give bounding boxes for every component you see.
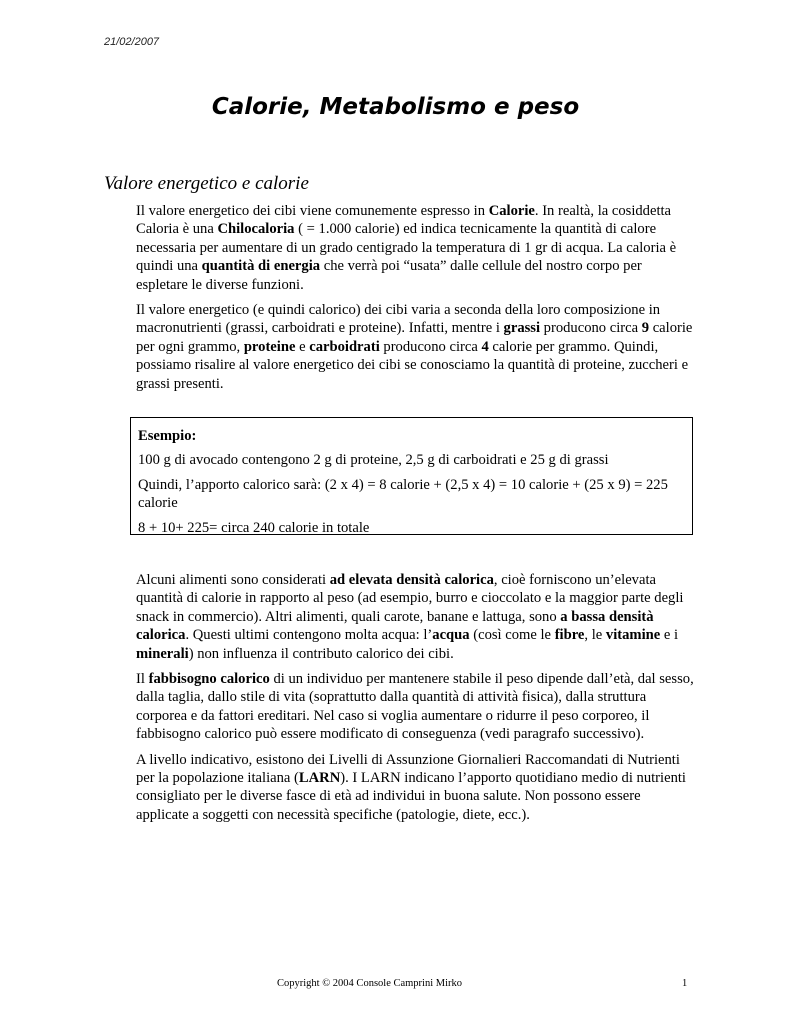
paragraph-calorie-definition: Il valore energetico dei cibi viene comunemente espresso in Calorie. In realtà, la cosiddetta Caloria è una Chilocaloria ( = 1.000 calorie) ed indica tecnicamente la quantità di calore necessaria per aumentare di un grado centigrado la temperatura di 1 gr di acqua. La caloria è quindi una quantità di energia che verrà poi “usata” dalle cellule del nostro corpo per espletare le diverse funzioni.: [136, 203, 677, 293]
paragraph-macronutrients: Il valore energetico (e quindi calorico) dei cibi varia a seconda della loro composizione in macronutrienti (grassi, carboidrati e proteine). Infatti, mentre i grassi producono circa 9 calorie per ogni grammo, proteine e carboidrati producono circa 4 calorie per grammo. Quindi, possiamo risalire al valore energetico dei cibi se conosciamo la quantità di proteine, zuccheri e grassi presenti.: [136, 302, 693, 392]
page-number: 1: [682, 978, 688, 989]
header-date: 21/02/2007: [104, 36, 160, 48]
intro-text: [136, 202, 696, 400]
paragraph-larn: A livello indicativo, esistono dei Livelli di Assunzione Giornalieri Raccomandati di Nutrienti per la popolazione italiana (LARN). I LARN indicano l’apporto quotidiano medio di nutrienti consigliato per le diverse fasce di età ad individui in buona salute. Non possono essere applicate a soggetti con necessità specifiche (patologie, diete, ecc.).: [136, 751, 686, 823]
paragraph-caloric-need: Il fabbisogno calorico di un individuo per mantenere stabile il peso dipende dall’età, dal sesso, dalla taglia, dallo stile di vita (soprattutto dalla quantità di attività fisica), dalla struttura corporea e da fattori ereditari. Nel caso si voglia aumentare o ridurre il peso corporeo, il fabbisogno calorico può essere modificato di conseguenza (vedi paragrafo successivo).: [136, 671, 694, 743]
example-line: Quindi, l’apporto calorico sarà: (2 x 4) = 8 calorie + (2,5 x 4) = 10 calorie + (25 x 9) = 225 calorie: [138, 476, 668, 512]
body-text: [136, 571, 696, 831]
example-label: Esempio:: [138, 428, 197, 444]
footer-copyright: Copyright © 2004 Console Camprini Mirko: [277, 978, 463, 989]
paragraph-caloric-density: Alcuni alimenti sono considerati ad elevata densità calorica, cioè forniscono un’elevata quantità di calorie in rapporto al peso (ad esempio, burro e cioccolato e la maggior parte degli snack in commercio). Altri alimenti, quali carote, banane e lattuga, sono a bassa densità calorica. Questi ultimi contengono molta acqua: l’acqua (così come le fibre, le vitamine e i minerali) non influenza il contributo calorico dei cibi.: [136, 572, 684, 662]
example-line: 8 + 10+ 225= circa 240 calorie in totale: [138, 519, 370, 536]
page-title: Calorie, Metabolismo e peso: [211, 94, 580, 120]
example-line: 100 g di avocado contengono 2 g di proteine, 2,5 g di carboidrati e 25 g di grassi: [138, 452, 609, 469]
example-box: [130, 417, 693, 535]
section-heading: Valore energetico e calorie: [104, 173, 309, 194]
